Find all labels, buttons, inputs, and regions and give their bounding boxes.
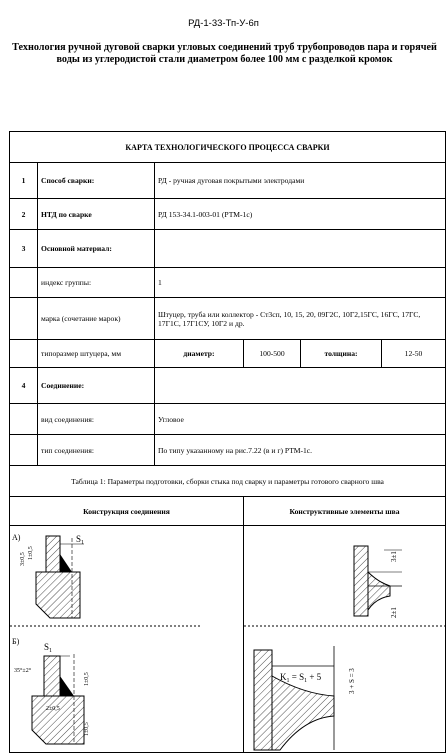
weld-elements-drawing	[244, 526, 447, 752]
joint-kind-value: Угловое	[155, 404, 446, 435]
diameter-value: 100-500	[244, 340, 301, 368]
group-index-value: 1	[155, 268, 446, 298]
figure-a-section	[36, 536, 84, 618]
welding-method-value: РД - ручная дуговая покрытыми электродами	[155, 163, 446, 199]
figure-c-dim-side: 2±1	[390, 607, 398, 618]
base-material-value	[155, 230, 446, 268]
table-caption: Таблица 1: Параметры подготовки, сборки стыка под сварку и параметры готового сварного шва	[10, 466, 446, 497]
welding-method-label: Способ сварки:	[38, 163, 155, 199]
figure-d-dim-side: 3 + S = 3	[348, 668, 356, 694]
joint-type-label: тип соединения:	[38, 435, 155, 466]
base-material-label: Основной материал:	[38, 230, 155, 268]
document-title: Технология ручной дуговой сварки угловых соединений труб трубопроводов пара и горячей воды из углеродистой стали диаметром более 100 мм с разделкой кромок	[12, 42, 437, 65]
joint-design-cell	[10, 526, 244, 753]
figure-b-section	[32, 654, 84, 744]
joint-design-header: Конструкция соединения	[10, 497, 244, 526]
figure-b-dim-2: 2±0,5	[46, 706, 60, 712]
diameter-label: диаметр:	[155, 340, 244, 368]
ntd-value: РД 153-34.1-003-01 (РТМ-1с)	[155, 199, 446, 230]
document-code: РД-1-33-Тп-У-6п	[188, 18, 259, 29]
steel-grade-label: марка (сочетание марок)	[38, 298, 155, 340]
joint-value	[155, 368, 446, 404]
row-number: 4	[10, 368, 38, 404]
figure-a-dim-1: 3±0,5	[20, 552, 26, 566]
group-index-label: индекс группы:	[38, 268, 155, 298]
weld-elements-cell	[244, 526, 446, 753]
joint-kind-label: вид соединения:	[38, 404, 155, 435]
weld-elements-header: Конструктивные элементы шва	[244, 497, 446, 526]
joint-label: Соединение:	[38, 368, 155, 404]
branch-size-label: типоразмер штуцера, мм	[38, 340, 155, 368]
card-title: КАРТА ТЕХНОЛОГИЧЕСКОГО ПРОЦЕССА СВАРКИ	[10, 132, 446, 163]
row-number: 1	[10, 163, 38, 199]
joint-type-value: По типу указанному на рис.7.22 (в и г) РТМ-1с.	[155, 435, 446, 466]
ntd-label: НТД по сварке	[38, 199, 155, 230]
figure-c-dim-top: 3±1	[390, 551, 398, 562]
joint-design-drawing	[10, 526, 201, 752]
figure-d-k1-formula: $K_1 = S_1 + 5$	[280, 672, 322, 684]
figure-a-label: А)	[12, 533, 21, 542]
figure-b-s1: $S_1$	[44, 642, 53, 654]
figure-b-dim-3: 1±0,5	[84, 722, 90, 736]
row-number: 2	[10, 199, 38, 230]
process-card-table	[9, 131, 446, 753]
thickness-label: толщина:	[301, 340, 382, 368]
steel-grade-value: Штуцер, труба или коллектор - Ст3сп, 10, 15, 20, 09Г2С, 10Г2,15ГС, 16ГС, 17ГС, 17Г1С, 17Г1СУ, 10Г2 и др.	[155, 298, 446, 340]
figure-a-dim-2: 1±0,5	[28, 546, 34, 560]
figure-d-section	[254, 646, 334, 750]
row-number: 3	[10, 230, 38, 268]
thickness-value: 12-50	[382, 340, 446, 368]
figure-a-s1: $S_1$	[76, 534, 85, 546]
figure-b-dim-1: 1±0,5	[84, 672, 90, 686]
figure-b-label: Б)	[12, 637, 20, 646]
figure-b-angle: 35°±2°	[14, 668, 32, 674]
